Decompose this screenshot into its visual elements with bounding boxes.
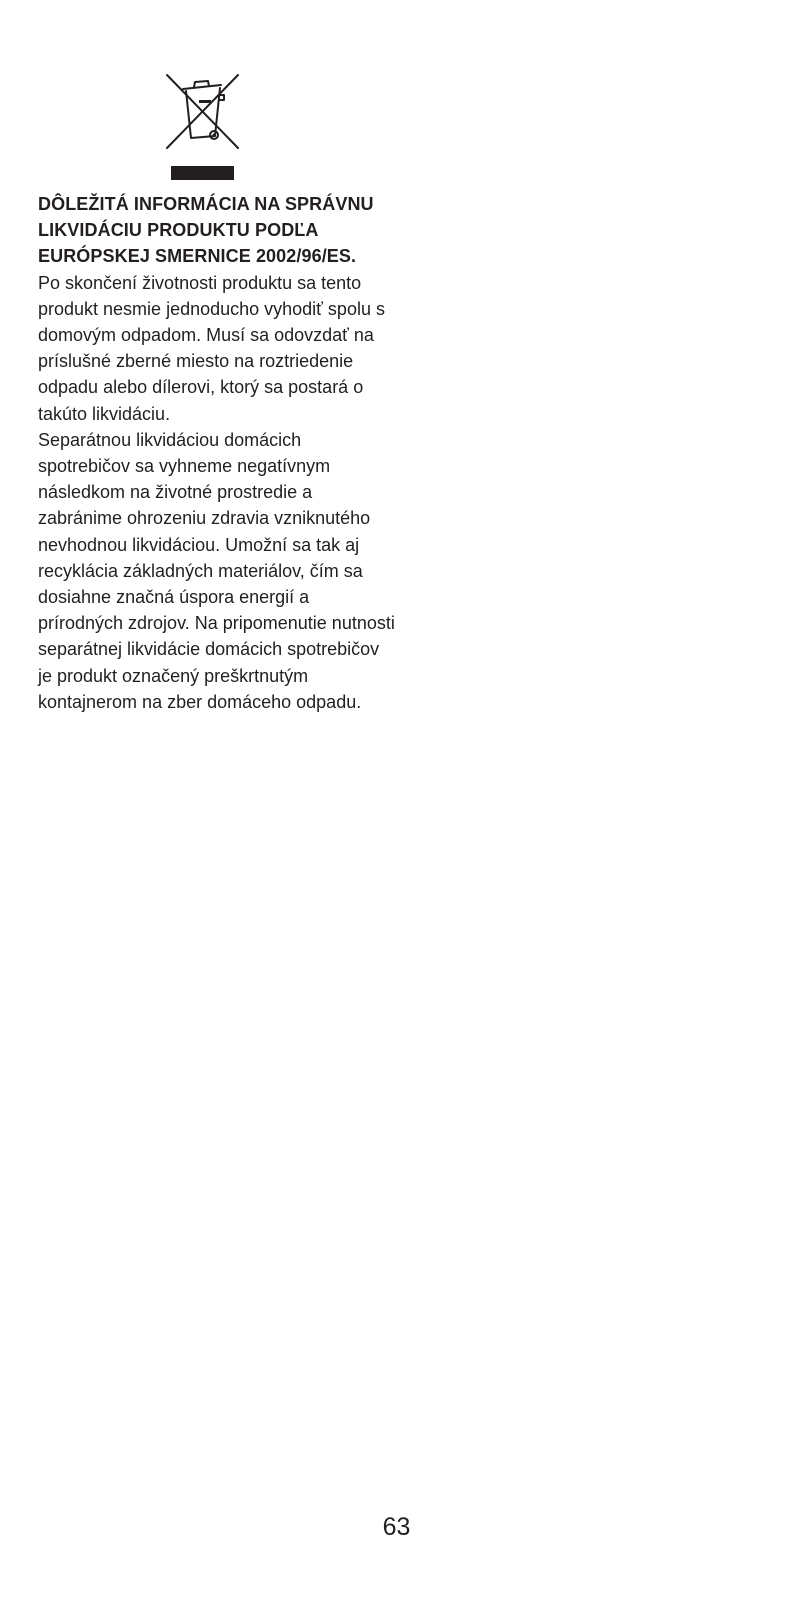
- crossed-out-wheelie-bin-icon: [164, 72, 242, 184]
- notice-paragraph: Po skončení životnosti produktu sa tento produkt nesmie jednoducho vyhodiť spolu s domovým odpadom. Musí sa odovzdať na príslušné zberné miesto na roztriedenie odpadu alebo dílerovi, ktorý sa postará o takúto likvidáciu.: [38, 272, 385, 424]
- notice-paragraph: Separátnou likvidáciou domácich spotrebičov sa vyhneme negatívnym následkom na životné prostredie a zabránime ohrozeniu zdravia vzniknutého nevhodnou likvidáciou. Umožní sa tak aj recyklácia základných materiálov, čím sa dosiahne značná úspora energií a prírodných zdrojov. Na pripomenutie nutnosti separátnej likvidácie domácich spotrebičov je produkt označený preškrtnutým kontajnerom na zber domáceho odpadu.: [38, 429, 395, 712]
- page-number: 63: [382, 1513, 411, 1541]
- notice-heading: DÔLEŽITÁ INFORMÁCIA NA SPRÁVNU LIKVIDÁCIU PRODUKTU PODĽA EURÓPSKEJ SMERNICE 2002/96/ES.: [38, 194, 374, 267]
- disposal-notice: [38, 191, 398, 715]
